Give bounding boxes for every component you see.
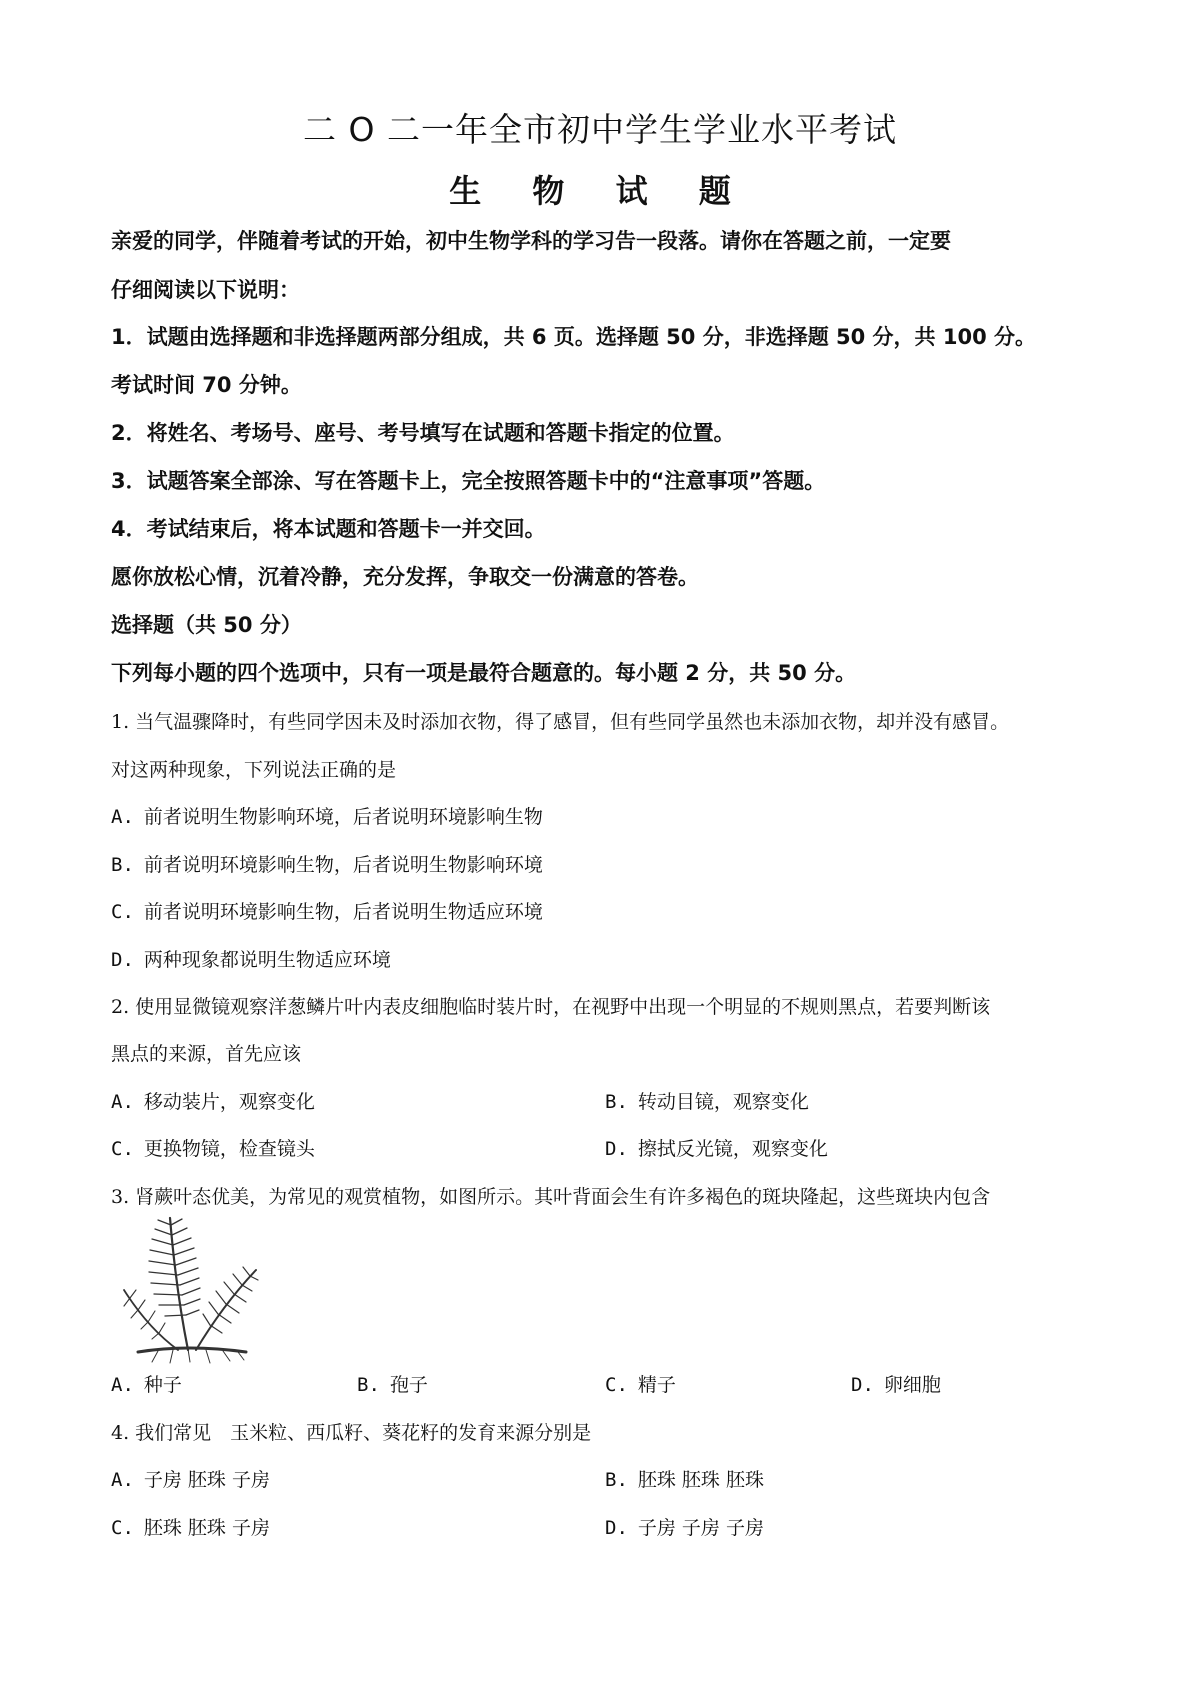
question-1-option-b[interactable]: B. 前者说明环境影响生物，后者说明生物影响环境: [111, 854, 543, 876]
question-1-option-a[interactable]: A. 前者说明生物影响环境，后者说明环境影响生物: [111, 806, 543, 828]
section-title: 选择题（共 50 分）: [111, 613, 302, 637]
fern-plant-icon: [118, 1210, 268, 1365]
question-3-option-a[interactable]: A. 种子: [111, 1374, 182, 1396]
section-description: 下列每小题的四个选项中，只有一项是最符合题意的。每小题 2 分，共 50 分。: [111, 661, 857, 685]
question-3-option-d[interactable]: D. 卵细胞: [851, 1374, 941, 1396]
intro-text-cont: 仔细阅读以下说明：: [111, 278, 300, 302]
rule-3: 3．试题答案全部涂、写在答题卡上，完全按照答题卡中的“注意事项”答题。: [111, 469, 826, 493]
exam-title: 二 O 二一年全市初中学生学业水平考试: [303, 110, 897, 149]
question-2-option-d[interactable]: D. 擦拭反光镜，观察变化: [605, 1138, 828, 1160]
question-1-stem: 1. 当气温骤降时，有些同学因未及时添加衣物，得了感冒，但有些同学虽然也未添加衣物，却并没有感冒。: [111, 711, 1010, 733]
question-1-option-c[interactable]: C. 前者说明环境影响生物，后者说明生物适应环境: [111, 901, 543, 923]
question-1-stem-cont: 对这两种现象，下列说法正确的是: [111, 759, 397, 781]
rule-1-cont: 考试时间 70 分钟。: [111, 373, 302, 397]
rule-2: 2．将姓名、考场号、座号、考号填写在试题和答题卡指定的位置。: [111, 421, 735, 445]
question-4-option-a[interactable]: A. 子房 胚珠 子房: [111, 1469, 270, 1491]
question-2-stem: 2. 使用显微镜观察洋葱鳞片叶内表皮细胞临时装片时，在视野中出现一个明显的不规则黑点，若要判断该: [111, 996, 991, 1018]
question-2-stem-cont: 黑点的来源，首先应该: [111, 1043, 302, 1065]
question-3-option-c[interactable]: C. 精子: [605, 1374, 676, 1396]
question-1-option-d[interactable]: D. 两种现象都说明生物适应环境: [111, 949, 391, 971]
rule-1: 1．试题由选择题和非选择题两部分组成，共 6 页。选择题 50 分，非选择题 50 分，共 100 分。: [111, 325, 1036, 349]
question-3-option-b[interactable]: B. 孢子: [357, 1374, 428, 1396]
intro-text: 亲爱的同学，伴随着考试的开始，初中生物学科的学习告一段落。请你在答题之前，一定要: [111, 229, 951, 253]
question-4-option-d[interactable]: D. 子房 子房 子房: [605, 1517, 764, 1539]
exam-subtitle: 生 物 试 题: [449, 172, 751, 210]
question-4-option-c[interactable]: C. 胚珠 胚珠 子房: [111, 1517, 270, 1539]
rule-4: 4．考试结束后，将本试题和答题卡一并交回。: [111, 517, 546, 541]
question-4-stem: 4. 我们常见 玉米粒、西瓜籽、葵花籽的发育来源分别是: [111, 1422, 592, 1444]
question-2-option-a[interactable]: A. 移动装片，观察变化: [111, 1091, 315, 1113]
question-2-option-b[interactable]: B. 转动目镜，观察变化: [605, 1091, 809, 1113]
question-2-option-c[interactable]: C. 更换物镜，检查镜头: [111, 1138, 315, 1160]
closing-note: 愿你放松心情，沉着冷静，充分发挥，争取交一份满意的答卷。: [111, 565, 699, 589]
question-3-stem: 3. 肾蕨叶态优美，为常见的观赏植物，如图所示。其叶背面会生有许多褐色的斑块隆起，这些斑块内包含: [111, 1186, 991, 1208]
question-4-option-b[interactable]: B. 胚珠 胚珠 胚珠: [605, 1469, 764, 1491]
